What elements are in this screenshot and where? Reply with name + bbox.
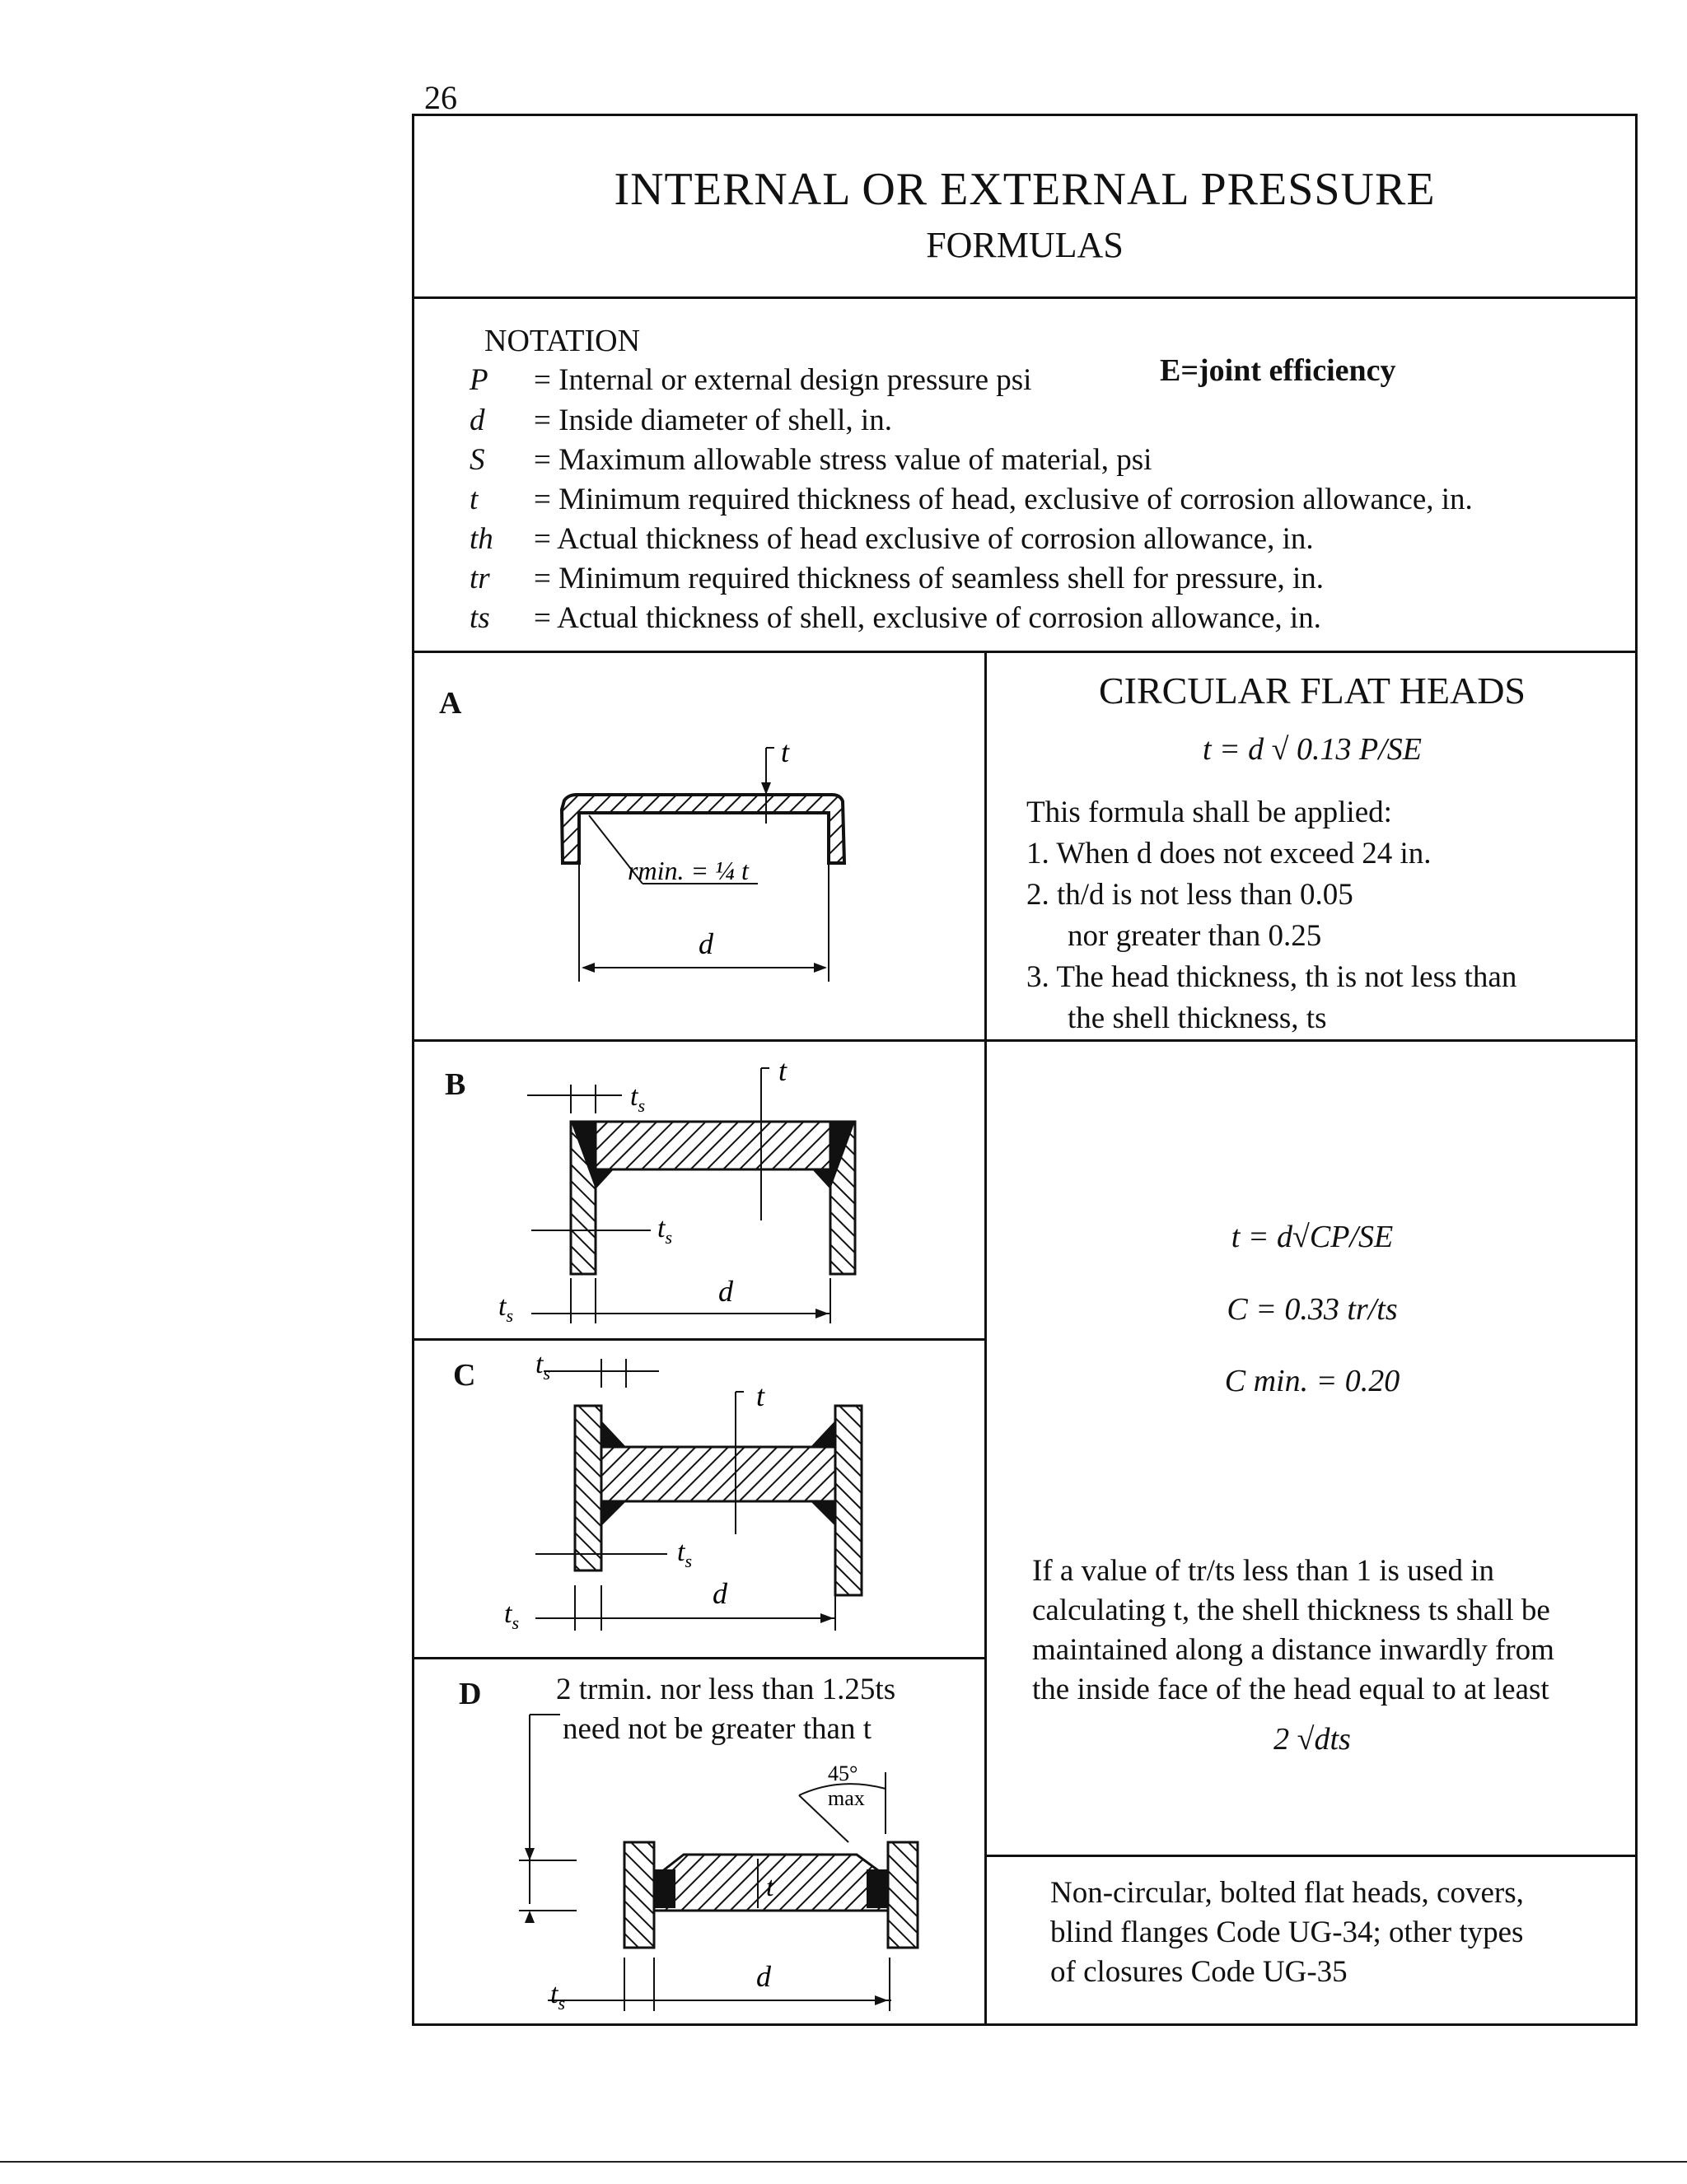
- figure-b-ts-bottom-label: $t_s$: [498, 1291, 514, 1326]
- note-line: need not be greater than t: [563, 1712, 872, 1747]
- formula-conditions: [1026, 792, 1516, 1039]
- page-title: INTERNAL OR EXTERNAL PRESSURE: [614, 164, 1436, 215]
- notation-heading: NOTATION: [484, 324, 641, 358]
- notation-symbol: d: [470, 404, 485, 437]
- figure-b-welded-head: [412, 1039, 984, 1338]
- notation-row: [470, 561, 1324, 596]
- figure-d-max-label: max: [828, 1786, 865, 1810]
- figure-a-t-label: t: [781, 735, 790, 768]
- note-line: blind flanges Code UG-34; other types: [1050, 1916, 1524, 1950]
- circular-flat-heads-heading: CIRCULAR FLAT HEADS: [1099, 670, 1526, 712]
- figure-a-flat-head: [412, 651, 984, 1039]
- condition-item: 3. The head thickness, th is not less than: [1026, 959, 1517, 994]
- notation-definition: = Inside diameter of shell, in.: [534, 404, 892, 437]
- noncircular-note: [1050, 1874, 1524, 1992]
- right-bottom-divider: [984, 1855, 1638, 1857]
- notation-symbol: tr: [470, 562, 490, 595]
- notation-definition: = Actual thickness of head exclusive of corrosion allowance, in.: [534, 522, 1314, 556]
- note-line: of closures Code UG-35: [1050, 1955, 1348, 1990]
- header-divider: [412, 296, 1638, 299]
- notation-definition: = Maximum allowable stress value of material, psi: [534, 443, 1152, 477]
- condition-item: 1. When d does not exceed 24 in.: [1026, 836, 1432, 870]
- shell-thickness-note: [1032, 1552, 1554, 1710]
- figure-b-ts-top-label: $t_s$: [630, 1081, 646, 1116]
- figure-d-ts-label: $t_s$: [550, 1979, 566, 2014]
- note-line: 2 trmin. nor less than 1.25ts: [556, 1673, 896, 1706]
- figure-c-ts-mid-label: $t_s$: [677, 1537, 693, 1571]
- formula-distance: 2 √dts: [1273, 1722, 1351, 1757]
- section-d-letter: D: [459, 1677, 482, 1711]
- notation-symbol: ts: [470, 601, 490, 635]
- notation-row: [470, 600, 1321, 636]
- condition-item: the shell thickness, ts: [1068, 1001, 1327, 1035]
- figure-b-t-label: t: [778, 1054, 787, 1087]
- figure-c-ts-bottom-label: $t_s$: [504, 1598, 520, 1633]
- figure-c-inset-head: [412, 1338, 984, 1657]
- section-b-letter: B: [445, 1067, 466, 1102]
- figure-c-ts-top-label: $t_s$: [535, 1349, 551, 1384]
- note-line: maintained along a distance inwardly from: [1032, 1633, 1554, 1668]
- figure-d-d-label: d: [756, 1960, 771, 1993]
- notation-row: [470, 362, 1031, 398]
- note-line: the inside face of the head equal to at least: [1032, 1673, 1549, 1707]
- formula-flat-head: t = d √ 0.13 P/SE: [1202, 732, 1423, 767]
- note-line: calculating t, the shell thickness ts shall be: [1032, 1594, 1550, 1628]
- notation-row: [470, 521, 1314, 557]
- notation-definition: = Minimum required thickness of head, exclusive of corrosion allowance, in.: [534, 483, 1473, 516]
- notation-symbol: S: [470, 443, 485, 477]
- joint-efficiency-note: E=joint efficiency: [1160, 353, 1396, 388]
- section-a-letter: A: [439, 686, 462, 721]
- figure-c-d-label: d: [713, 1577, 727, 1610]
- notation-symbol: P: [470, 363, 488, 397]
- column-divider: [984, 651, 987, 2026]
- notation-symbol: th: [470, 522, 493, 556]
- notation-row: [470, 482, 1473, 517]
- figure-b-d-label: d: [718, 1275, 733, 1308]
- page-subtitle: FORMULAS: [926, 225, 1124, 265]
- condition-item: 2. th/d is not less than 0.05: [1026, 877, 1353, 912]
- notation-definition: = Minimum required thickness of seamless shell for pressure, in.: [534, 562, 1325, 595]
- figure-b-ts-mid-label: $t_s$: [657, 1213, 673, 1248]
- page-number: 26: [424, 79, 457, 116]
- figure-a-rmin-label: rmin. = ¼ t: [628, 856, 749, 885]
- formula-c-factor: C = 0.33 tr/ts: [1227, 1292, 1398, 1327]
- figure-d-bolted-head: [412, 1657, 984, 2026]
- figure-d-t-label: t: [766, 1872, 774, 1902]
- conditions-intro: This formula shall be applied:: [1026, 796, 1392, 829]
- notation-definition: = Actual thickness of shell, exclusive of corrosion allowance, in.: [534, 601, 1321, 635]
- condition-item: nor greater than 0.25: [1068, 918, 1322, 953]
- notation-row: [470, 403, 892, 438]
- figure-d-angle-label: 45°: [828, 1762, 858, 1785]
- figure-a-d-label: d: [699, 927, 713, 960]
- notation-row: [470, 442, 1152, 478]
- note-line: Non-circular, bolted flat heads, covers,: [1050, 1876, 1524, 1910]
- figure-c-t-label: t: [756, 1379, 765, 1412]
- section-c-letter: C: [453, 1358, 476, 1393]
- formula-weld-head: t = d√CP/SE: [1231, 1220, 1394, 1254]
- formula-c-min: C min. = 0.20: [1224, 1364, 1400, 1398]
- note-line: If a value of tr/ts less than 1 is used in: [1032, 1554, 1495, 1588]
- notation-symbol: t: [470, 483, 479, 516]
- page-bottom-rule: [0, 2161, 1687, 2163]
- notation-definition: = Internal or external design pressure psi: [534, 363, 1032, 397]
